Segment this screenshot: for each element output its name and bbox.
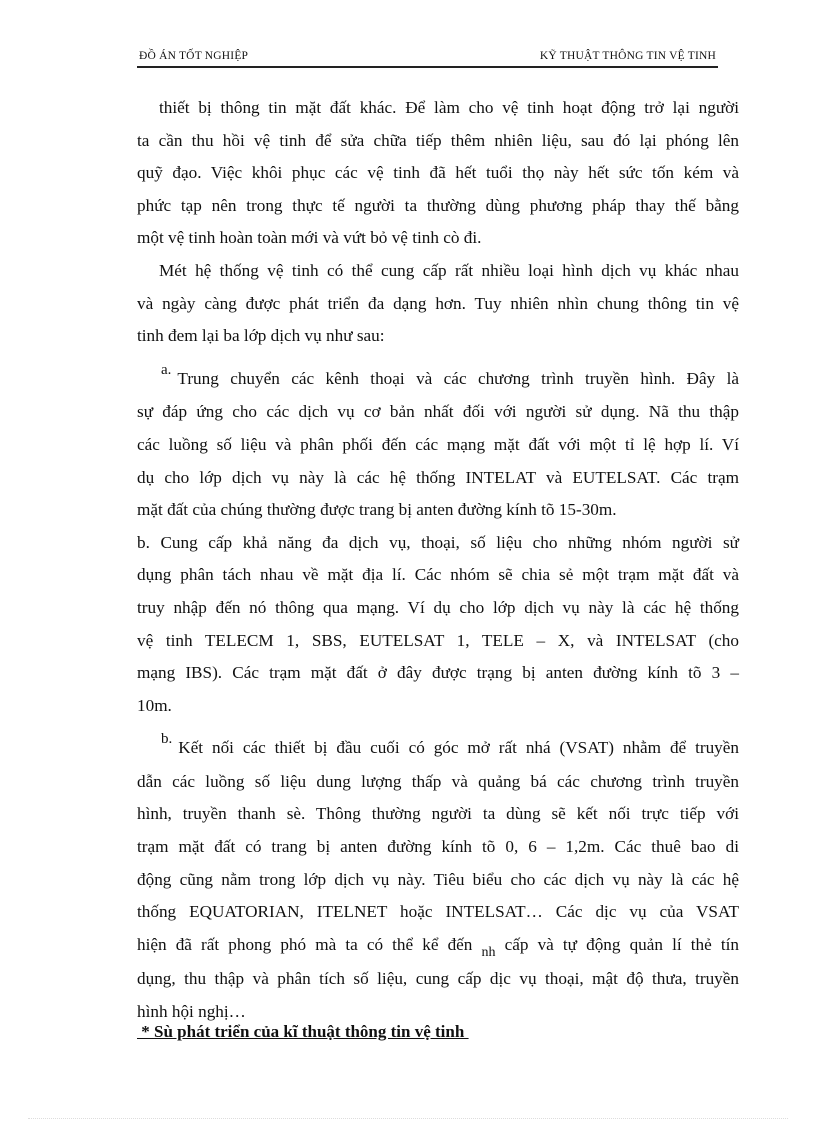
list-item-b-second: [137, 732, 739, 1028]
section-heading: * Sù phát triển của kĩ thuật thông tin vệ tinh: [137, 1022, 469, 1041]
text-line: dụ cho lớp dịch vụ này là các hệ thống INTELAT và EUTELSAT. Các trạm: [137, 467, 739, 487]
list-item-first-line: [137, 732, 739, 766]
text-line: b. Cung cấp khả năng đa dịch vụ, thoại, số liệu cho những nhóm người sử: [137, 532, 739, 552]
list-marker: a.: [161, 361, 172, 378]
text-line: dẫn các luồng số liệu dung lượng thấp và quảng bá các chương trình truyền: [137, 771, 739, 791]
page-header: [137, 48, 718, 68]
text-fragment: cấp và tự động quản lí thẻ tín: [504, 934, 739, 954]
text-line: một vệ tinh hoàn toàn mới và vứt bỏ vệ tinh cò đi.: [137, 228, 482, 248]
text-fragment: Kết nối các thiết bị đầu cuối có góc mở rất nhá (VSAT) nhằm để truyền: [178, 738, 739, 758]
text-line: tinh đem lại ba lớp dịch vụ như sau:: [137, 326, 385, 346]
text-line: hình hội nghị…: [137, 1002, 246, 1022]
text-line: quỹ đạo. Việc khôi phục các vệ tinh đã hết tuổi thọ này hết sức tốn kém và: [137, 163, 739, 183]
header-left-title: ĐỒ ÁN TỐT NGHIỆP: [139, 50, 249, 62]
text-line: dụng, thu thập và phân tích số liệu, cung cấp dịc vụ thoại, mật độ thưa, truyền: [137, 969, 739, 989]
text-line: mạng IBS). Các trạm mặt đất ở đây được trạng bị anten đường kính tõ 3 –: [137, 663, 739, 683]
text-line: 10m.: [137, 695, 172, 715]
text-line: vệ tinh TELECM 1, SBS, EUTELSAT 1, TELE – X, và INTELSAT (cho: [137, 630, 739, 650]
text-line: sự đáp ứng cho các dịch vụ cơ bản nhất đối với người sử dụng. Nã thu thập: [137, 402, 739, 422]
subscript-fragment: nh: [481, 944, 496, 960]
list-item-a: [137, 363, 739, 527]
text-line-with-subscript: [137, 929, 739, 964]
text-line: trạm mặt đất có trang bị anten đường kính tõ 0, 6 – 1,2m. Các thuê bao di: [137, 837, 739, 857]
text-line: mặt đất của chúng thường được trang bị anten đường kính tõ 15-30m.: [137, 500, 617, 520]
paragraph-1: [137, 92, 739, 255]
list-item-b: [137, 527, 739, 723]
text-line: thiết bị thông tin mặt đất khác. Để làm cho vệ tinh hoạt động trở lại người: [159, 98, 739, 117]
list-marker: b.: [161, 731, 173, 748]
text-line: động cũng nằm trong lớp dịch vụ này. Tiêu biểu cho các dịch vụ này là các hệ: [137, 869, 739, 889]
text-line: các luồng số liệu và phân phối đến các mạng mặt đất với một tỉ lệ hợp lí. Ví: [137, 434, 739, 454]
text-line: Mét hệ thống vệ tinh có thể cung cấp rất nhiều loại hình dịch vụ khác nhau: [159, 260, 739, 280]
text-line: thống EQUATORIAN, ITELNET hoặc INTELSAT… Các dịc vụ của VSAT: [137, 902, 739, 922]
document-body: [137, 92, 739, 1029]
text-line: hình, truyền thanh sè. Thông thường người ta dùng sẽ kết nối trực tiếp với: [137, 804, 739, 824]
text-line: và ngày càng được phát triển đa dạng hơn. Tuy nhiên nhìn chung thông tin vệ: [137, 293, 739, 313]
paragraph-2: [137, 255, 739, 353]
text-fragment: hiện đã rất phong phó mà ta có thể kể đến: [137, 934, 473, 954]
text-fragment: Trung chuyển các kênh thoại và các chương trình truyền hình. Đây là: [177, 368, 739, 388]
text-line: ta cần thu hồi vệ tinh để sửa chữa tiếp thêm nhiên liệu, sau đó lại phóng lên: [137, 130, 739, 150]
text-line: dụng phân tách nhau về mặt địa lí. Các nhóm sẽ chia sẻ một trạm mặt đất và: [137, 565, 739, 585]
page-bottom-border: [28, 1118, 788, 1119]
text-line: phức tạp nên trong thực tế người ta thường dùng phương pháp thay thế bằng: [137, 195, 739, 215]
list-item-first-line: [137, 363, 739, 397]
text-line: truy nhập đến nó thông qua mạng. Ví dụ cho lớp dịch vụ này là các hệ thống: [137, 597, 739, 617]
header-right-title: KỸ THUẬT THÔNG TIN VỆ TINH: [539, 50, 716, 62]
